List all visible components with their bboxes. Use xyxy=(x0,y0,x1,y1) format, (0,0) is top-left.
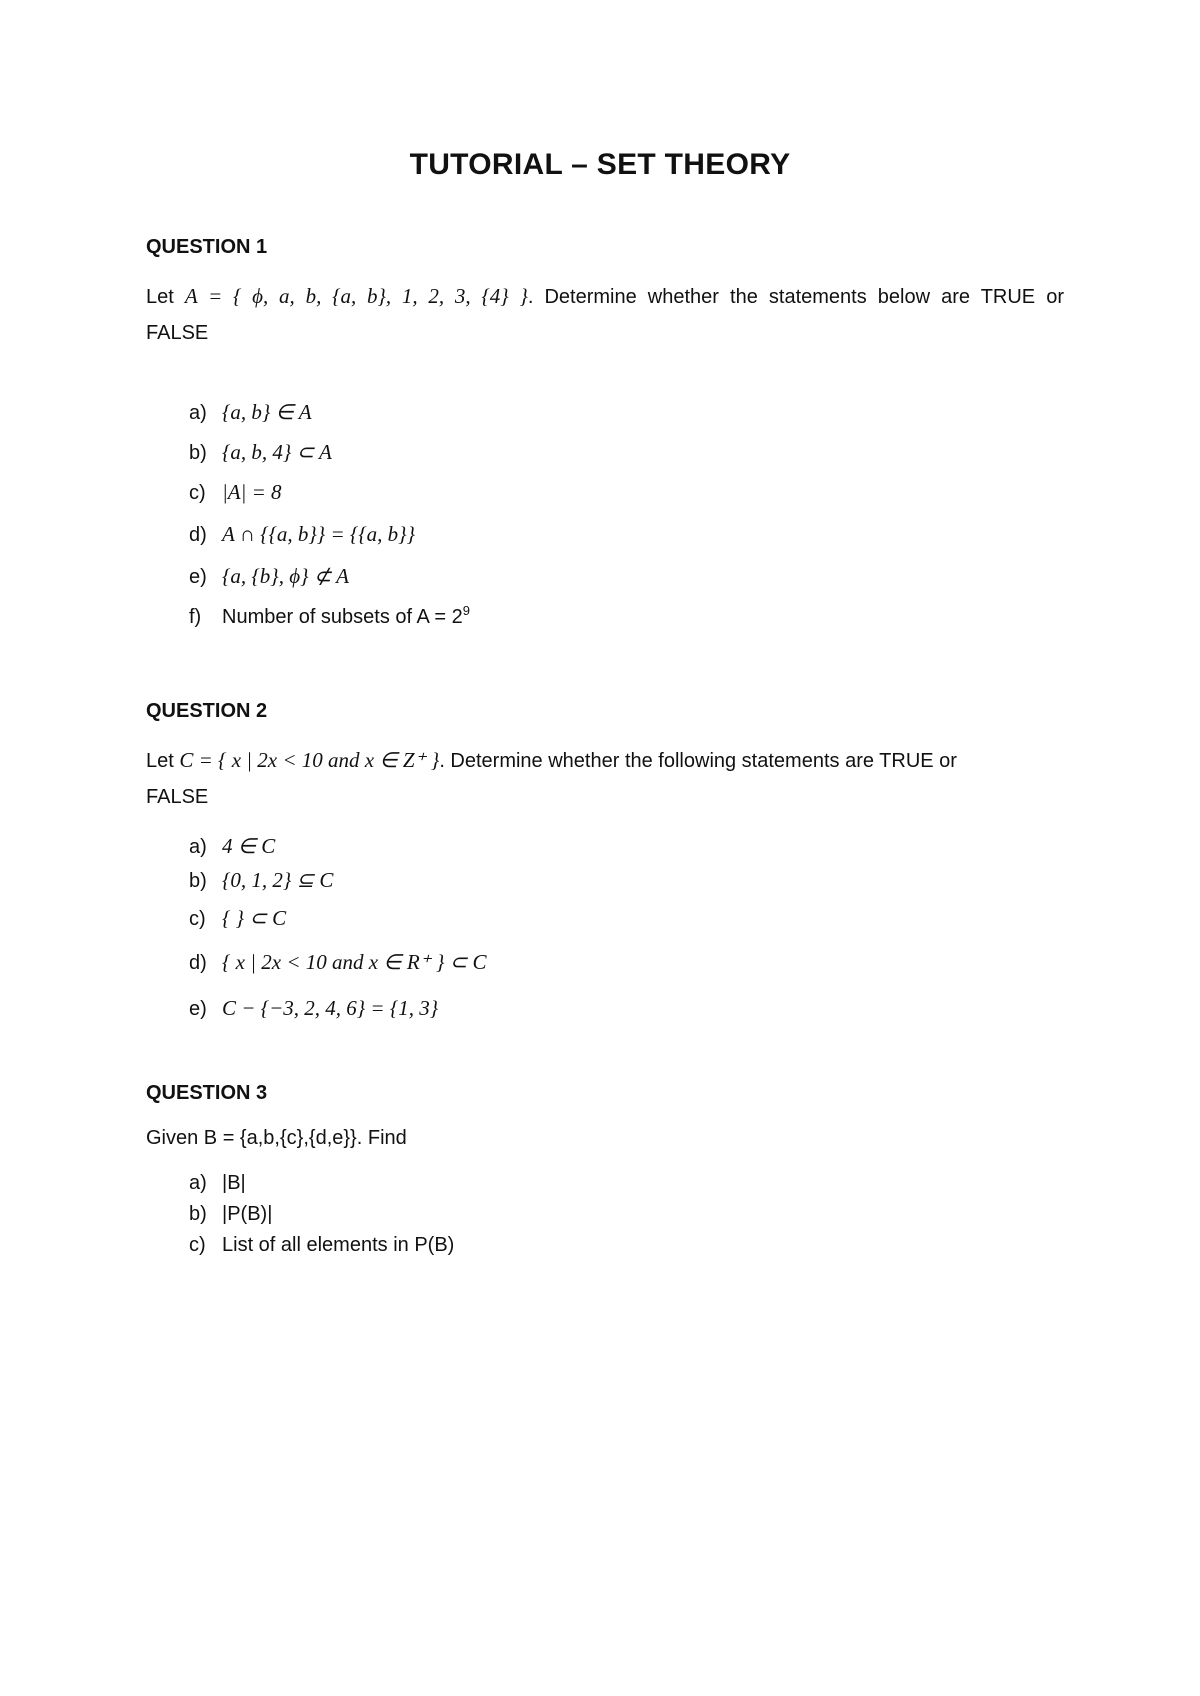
item-text: {0, 1, 2} ⊆ C xyxy=(222,868,334,892)
list-item xyxy=(189,480,282,505)
intro-prefix: Let xyxy=(146,286,174,308)
item-label: f) xyxy=(189,605,202,628)
item-label: c) xyxy=(189,482,206,504)
question-1-heading: QUESTION 1 xyxy=(146,236,268,258)
item-label: b) xyxy=(189,442,207,464)
item-label: c) xyxy=(189,908,206,930)
list-item xyxy=(189,1234,454,1257)
intro-suffix: . Determine whether the statements below are TRUE or xyxy=(527,286,1064,308)
item-text: { x | 2x < 10 and x ∈ R⁺ } ⊂ C xyxy=(222,950,487,974)
item-text: 4 ∈ C xyxy=(222,834,276,858)
question-1-intro xyxy=(146,284,1064,309)
list-item xyxy=(189,564,349,589)
item-label: d) xyxy=(189,952,207,974)
list-item xyxy=(189,996,438,1021)
item-text: { } ⊂ C xyxy=(222,906,287,930)
question-2-intro xyxy=(146,748,957,773)
item-text: |B| xyxy=(222,1172,246,1194)
item-label: c) xyxy=(189,1234,206,1256)
item-label: d) xyxy=(189,524,207,546)
item-text: List of all elements in P(B) xyxy=(222,1234,455,1256)
intro-suffix: . Determine whether the following statements are TRUE or xyxy=(439,750,957,772)
set-definition: A = { ϕ, a, b, {a, b}, 1, 2, 3, {4} } xyxy=(184,284,528,308)
item-label: a) xyxy=(189,836,207,858)
set-definition: C = { x | 2x < 10 and x ∈ Z⁺ } xyxy=(179,748,440,772)
question-2-heading: QUESTION 2 xyxy=(146,700,268,722)
item-label: a) xyxy=(189,1172,207,1194)
question-3-intro: Given B = {a,b,{c},{d,e}}. Find xyxy=(146,1127,407,1149)
list-item xyxy=(189,603,470,629)
list-item xyxy=(189,1172,246,1195)
item-text: {a, b} ∈ A xyxy=(222,400,312,424)
item-label: e) xyxy=(189,566,207,588)
page-title: TUTORIAL – SET THEORY xyxy=(409,148,791,181)
question-2-intro-wrap: FALSE xyxy=(146,786,209,808)
item-text: {a, {b}, ϕ} ⊄ A xyxy=(222,564,350,588)
list-item xyxy=(189,440,332,465)
list-item xyxy=(189,950,487,975)
list-item xyxy=(189,906,286,931)
list-item xyxy=(189,868,333,893)
list-item xyxy=(189,834,275,859)
exponent: 9 xyxy=(462,603,470,618)
item-label: b) xyxy=(189,870,207,892)
question-3-heading: QUESTION 3 xyxy=(146,1082,268,1104)
list-item xyxy=(189,522,415,547)
item-text: |A| = 8 xyxy=(222,480,282,504)
list-item xyxy=(189,400,312,425)
item-label: e) xyxy=(189,998,207,1020)
intro-prefix: Let xyxy=(146,750,174,772)
item-text: |P(B)| xyxy=(222,1203,273,1225)
list-item xyxy=(189,1203,272,1226)
item-text: A ∩ {{a, b}} = {{a, b}} xyxy=(222,522,415,546)
item-text: Number of subsets of A = 2 xyxy=(222,605,463,628)
item-label: a) xyxy=(189,402,207,424)
item-text: C − {−3, 2, 4, 6} = {1, 3} xyxy=(222,996,439,1020)
item-label: b) xyxy=(189,1203,207,1225)
question-1-intro-wrap: FALSE xyxy=(146,322,209,344)
item-text: {a, b, 4} ⊂ A xyxy=(222,440,332,464)
